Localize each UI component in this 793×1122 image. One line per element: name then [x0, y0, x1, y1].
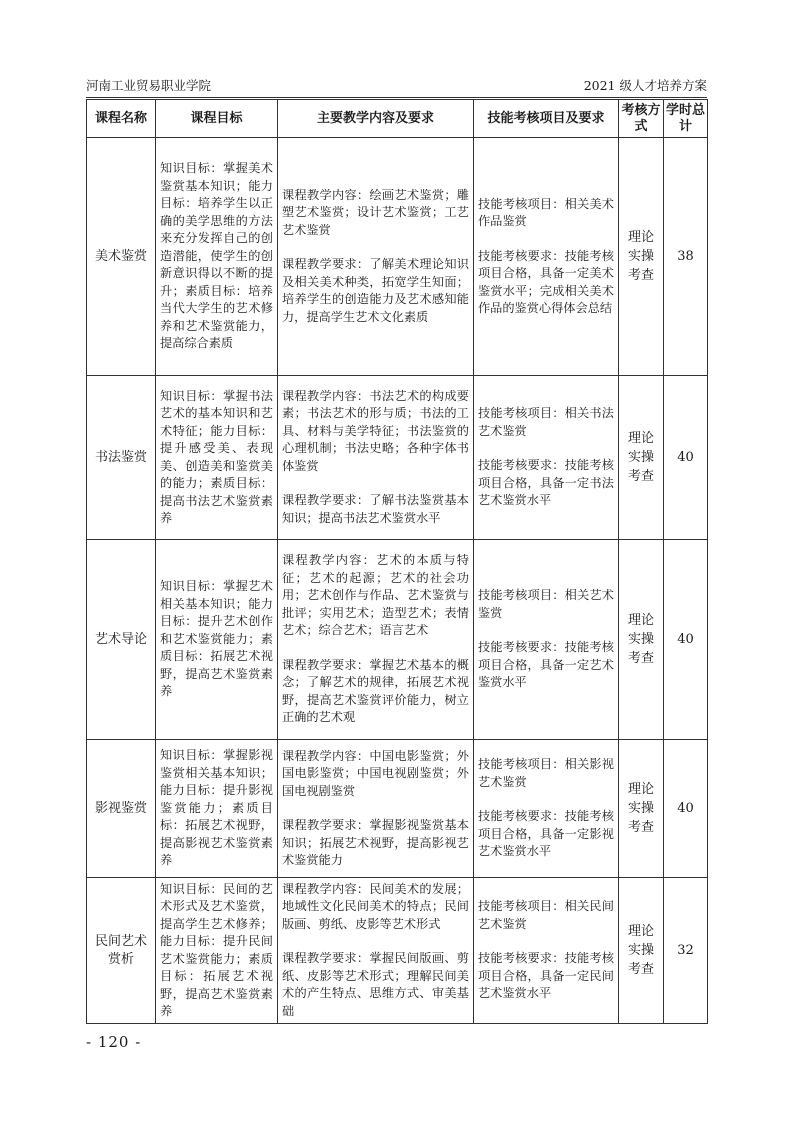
- content-requirements: 课程教学要求：掌握民间版画、剪纸、皮影等艺术形式；理解民间美术的产生特点、思维方式、审美基础: [282, 951, 469, 1018]
- content-items: 课程教学内容：绘画艺术鉴赏；雕塑艺术鉴赏；设计艺术鉴赏；工艺艺术鉴赏: [282, 187, 469, 237]
- total-hours: 40: [664, 376, 708, 540]
- course-name: 民间艺术赏析: [87, 878, 156, 1024]
- course-goal: 知识目标：掌握艺术相关基本知识；能力目标：提升艺术创作和艺术鉴赏能力；素质目标：拓展艺术视野，提高艺术鉴赏素养: [156, 540, 278, 740]
- col-course-name: 课程名称: [87, 100, 156, 138]
- table-row: [87, 376, 708, 540]
- content-requirements: 课程教学要求：了解书法鉴赏基本知识；提高书法艺术鉴赏水平: [282, 493, 469, 525]
- course-goal: 知识目标：民间的艺术形式及艺术鉴赏，提高学生艺术修养；能力目标：提升民间艺术鉴赏能力；素质目标：拓展艺术视野，提高艺术鉴赏素养: [156, 878, 278, 1024]
- skill-assessment: [474, 740, 619, 878]
- exam-method: 理论实操考查: [619, 138, 664, 376]
- col-total-hours: 学时总计: [664, 100, 708, 138]
- table-row: [87, 138, 708, 376]
- exam-method: 理论实操考查: [619, 740, 664, 878]
- skill-items: 技能考核项目：相关美术作品鉴赏: [478, 196, 614, 228]
- skill-assessment: [474, 376, 619, 540]
- total-hours: 32: [664, 878, 708, 1024]
- course-name: 美术鉴赏: [87, 138, 156, 376]
- skill-requirements: 技能考核要求：技能考核项目合格，具备一定书法艺术鉴赏水平: [478, 458, 614, 508]
- content-items: 课程教学内容：中国电影鉴赏；外国电影鉴赏；中国电视剧鉴赏；外国电视剧鉴赏: [282, 748, 469, 798]
- col-skill-assessment: 技能考核项目及要求: [474, 100, 619, 138]
- skill-items: 技能考核项目：相关书法艺术鉴赏: [478, 406, 614, 438]
- table-row: [87, 878, 708, 1024]
- total-hours: 38: [664, 138, 708, 376]
- skill-requirements: 技能考核要求：技能考核项目合格，具备一定影视艺术鉴赏水平: [478, 809, 614, 859]
- col-exam-method: 考核方式: [619, 100, 664, 138]
- course-goal: 知识目标：掌握美术鉴赏基本知识；能力目标：培养学生以正确的美学思维的方法来充分发挥自己的创造潜能，使学生的创新意识得以不断的提升；素质目标：培养当代大学生的艺术修养和艺术鉴赏能力，提高综合素质: [156, 138, 278, 376]
- col-main-content: 主要教学内容及要求: [278, 100, 474, 138]
- exam-method: 理论实操考查: [619, 376, 664, 540]
- content-requirements: 课程教学要求：掌握影视鉴赏基本知识；拓展艺术视野，提高影视艺术鉴赏能力: [282, 818, 469, 867]
- course-content: [278, 376, 474, 540]
- course-content: [278, 878, 474, 1024]
- skill-items: 技能考核项目：相关影视艺术鉴赏: [478, 757, 614, 789]
- skill-assessment: [474, 878, 619, 1024]
- total-hours: 40: [664, 740, 708, 878]
- skill-requirements: 技能考核要求：技能考核项目合格，具备一定美术鉴赏水平；完成相关美术作品的鉴赏心得体会总结: [478, 248, 614, 315]
- course-content: [278, 138, 474, 376]
- table-row: [87, 540, 708, 740]
- content-items: 课程教学内容：民间美术的发展；地域性文化民间美术的特点；民间版画、剪纸、皮影等艺术形式: [282, 881, 469, 931]
- skill-assessment: [474, 138, 619, 376]
- table-header-row: [87, 100, 708, 138]
- col-course-goal: 课程目标: [156, 100, 278, 138]
- course-name: 艺术导论: [87, 540, 156, 740]
- skill-assessment: [474, 540, 619, 740]
- skill-requirements: 技能考核要求：技能考核项目合格，具备一定民间艺术鉴赏水平: [478, 951, 614, 1001]
- running-header: [86, 74, 707, 94]
- course-goal: 知识目标：掌握书法艺术的基本知识和艺术特征；能力目标：提升感受美、表现美、创造美和鉴赏美的能力；素质目标：提高书法艺术鉴赏素养: [156, 376, 278, 540]
- skill-requirements: 技能考核要求：技能考核项目合格，具备一定艺术鉴赏水平: [478, 640, 614, 690]
- content-items: 课程教学内容：书法艺术的构成要素；书法艺术的形与质；书法的工具、材料与美学特征；书法鉴赏的心理机制；书法史略；各种字体书体鉴赏: [282, 388, 469, 473]
- content-requirements: 课程教学要求：了解美术理论知识及相关美术种类，拓宽学生知面；培养学生的创造能力及艺术感知能力，提高学生艺术文化素质: [282, 257, 469, 324]
- course-goal: 知识目标：掌握影视鉴赏相关基本知识；能力目标：提升影视鉴赏能力；素质目标：拓展艺术视野，提高影视艺术鉴赏素养: [156, 740, 278, 878]
- total-hours: 40: [664, 540, 708, 740]
- course-name: 影视鉴赏: [87, 740, 156, 878]
- course-content: [278, 540, 474, 740]
- content-items: 课程教学内容：艺术的本质与特征；艺术的起源；艺术的社会功用；艺术创作与作品、艺术鉴赏与批评；实用艺术；造型艺术；表情艺术；综合艺术；语言艺术: [282, 553, 469, 638]
- header-rule: [86, 97, 707, 98]
- skill-items: 技能考核项目：相关艺术鉴赏: [478, 588, 614, 620]
- course-table: [86, 99, 708, 1024]
- exam-method: 理论实操考查: [619, 540, 664, 740]
- header-plan-title: 2021 级人才培养方案: [583, 78, 707, 93]
- content-requirements: 课程教学要求：掌握艺术基本的概念；了解艺术的规律，拓展艺术视野，提高艺术鉴赏评价能力，树立正确的艺术观: [282, 657, 469, 725]
- header-institution: 河南工业贸易职业学院: [86, 78, 212, 93]
- course-name: 书法鉴赏: [87, 376, 156, 540]
- table-row: [87, 740, 708, 878]
- exam-method: 理论实操考查: [619, 878, 664, 1024]
- skill-items: 技能考核项目：相关民间艺术鉴赏: [478, 899, 614, 931]
- page-number: - 120 -: [86, 1033, 142, 1051]
- course-content: [278, 740, 474, 878]
